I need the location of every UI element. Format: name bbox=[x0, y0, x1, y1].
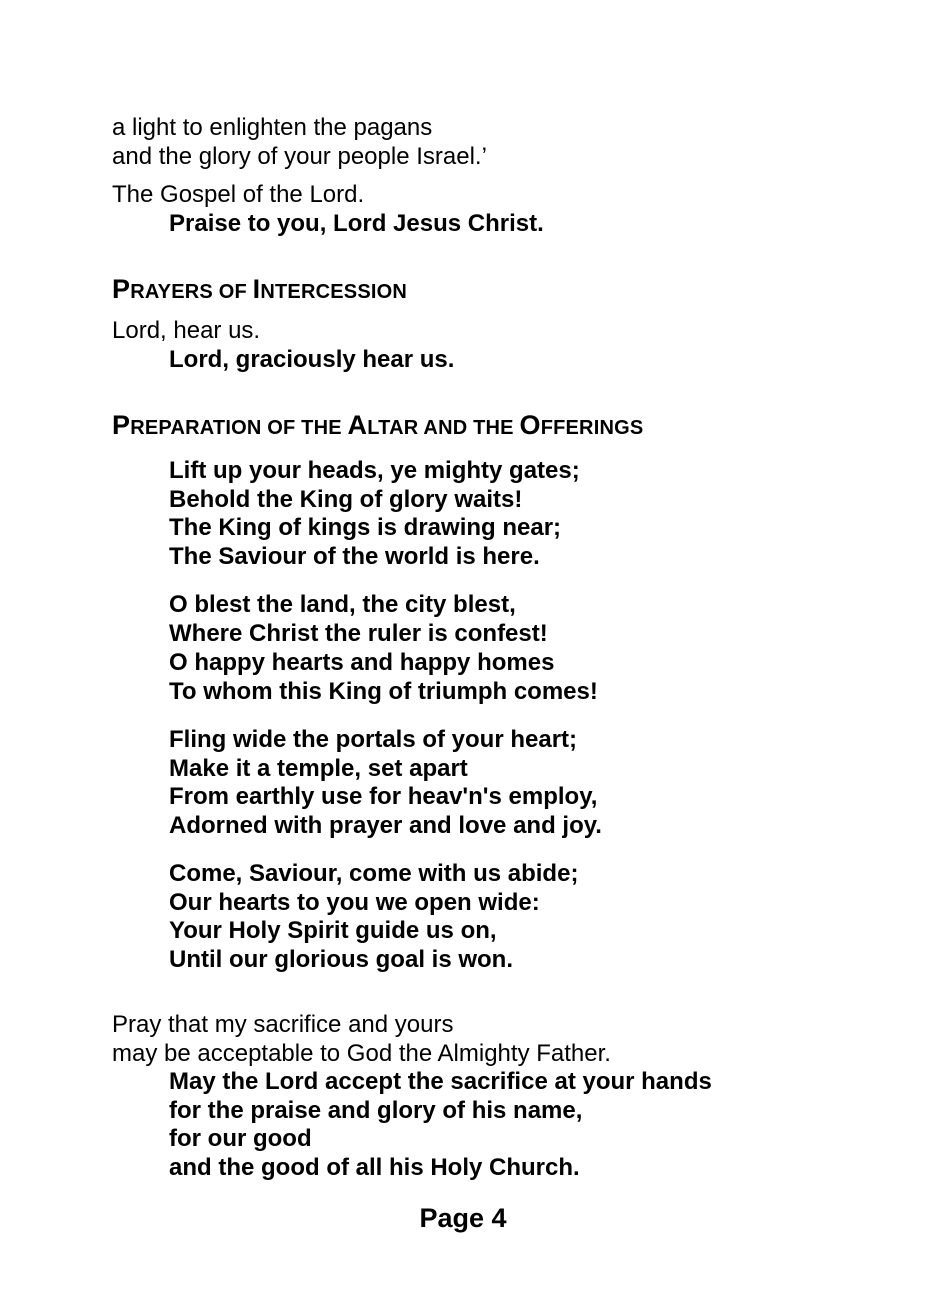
hymn-line: The Saviour of the world is here. bbox=[169, 543, 540, 570]
hymn-line: Our hearts to you we open wide: bbox=[169, 889, 540, 916]
gospel-line: a light to enlighten the pagans bbox=[112, 114, 433, 141]
intercession-response: Lord, graciously hear us. bbox=[169, 346, 455, 373]
hymn-line: Behold the King of glory waits! bbox=[169, 486, 523, 513]
gospel-acclamation-response: Praise to you, Lord Jesus Christ. bbox=[169, 210, 544, 237]
gospel-line: and the glory of your people Israel.’ bbox=[112, 143, 487, 170]
page-number: Page 4 bbox=[419, 1203, 507, 1233]
offering-response-line: May the Lord accept the sacrifice at your hands bbox=[169, 1068, 712, 1095]
hymn-line: The King of kings is drawing near; bbox=[169, 514, 562, 541]
hymn-line: Lift up your heads, ye mighty gates; bbox=[169, 457, 580, 484]
hymn-line: Come, Saviour, come with us abide; bbox=[169, 860, 579, 887]
hymn-line: Where Christ the ruler is confest! bbox=[169, 620, 548, 647]
offering-response-line: and the good of all his Holy Church. bbox=[169, 1154, 580, 1181]
offering-response-line: for our good bbox=[169, 1125, 312, 1152]
section-heading-preparation: PREPARATION OF THE ALTAR AND THE OFFERINGS bbox=[112, 410, 644, 440]
hymn-line: O happy hearts and happy homes bbox=[169, 649, 555, 676]
hymn-line: Fling wide the portals of your heart; bbox=[169, 726, 578, 753]
hymn-line: Make it a temple, set apart bbox=[169, 755, 468, 782]
hymn-line: Adorned with prayer and love and joy. bbox=[169, 812, 602, 839]
offering-response-line: for the praise and glory of his name, bbox=[169, 1097, 583, 1124]
orate-fratres-line: may be acceptable to God the Almighty Father. bbox=[112, 1040, 611, 1067]
hymn-line: Your Holy Spirit guide us on, bbox=[169, 917, 497, 944]
section-heading-intercession: PRAYERS OF INTERCESSION bbox=[112, 274, 408, 304]
hymn-line: O blest the land, the city blest, bbox=[169, 591, 516, 618]
hymn-line: From earthly use for heav'n's employ, bbox=[169, 783, 598, 810]
hymn-line: Until our glorious goal is won. bbox=[169, 946, 513, 973]
gospel-acclamation-call: The Gospel of the Lord. bbox=[112, 181, 365, 208]
intercession-call: Lord, hear us. bbox=[112, 317, 261, 344]
orate-fratres-line: Pray that my sacrifice and yours bbox=[112, 1011, 454, 1038]
hymn-line: To whom this King of triumph comes! bbox=[169, 678, 598, 705]
